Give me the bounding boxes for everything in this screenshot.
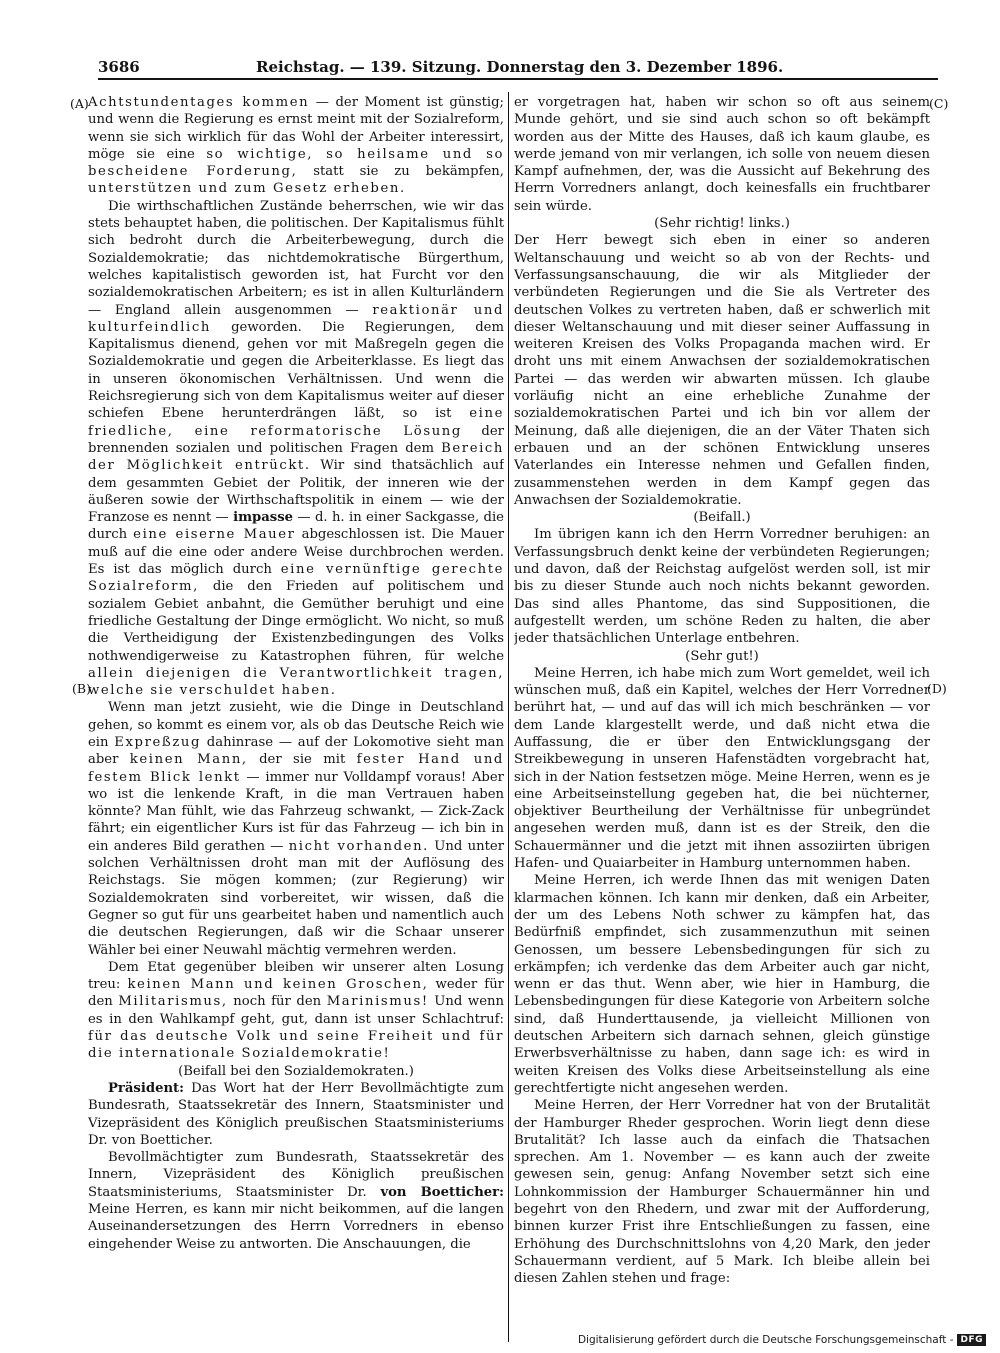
paragraph: Meine Herren, der Herr Vorredner hat von der Brutalität der Hamburger Rheder gesprochen. Worin liegt denn diese Brutalität? Ich lasse auch da einfach die Thatsachen sprechen. Am 1. November — es kann auch der zweite gewesen sein, genug: Anfang November setzt sich eine Lohnkommission der Hamburger Schauermänner hin und begehrt von den Rhedern, und zwar mit der Aufforderung, binnen kurzer Frist ihre Entschließungen zu fassen, eine Erhöhung des Durchschnittslohns von 4,20 Mark, den jeder Schauermann verdient, auf 5 Mark. Ich bleibe allein bei diesen Zahlen stehen und frage:	[514, 1098, 930, 1287]
page-number: 3686	[98, 58, 140, 76]
speaker-label: Präsident:	[108, 1080, 185, 1096]
remark: (Beifall.)	[693, 510, 751, 526]
footer	[578, 1332, 986, 1348]
right-column	[514, 94, 930, 1344]
speaker-label: von Boetticher:	[380, 1184, 504, 1200]
remark: (Beifall bei den Sozialdemokraten.)	[178, 1063, 414, 1079]
funding-note: Digitalisierung gefördert durch die Deutsche Forschungsgemeinschaft -	[577, 1334, 954, 1346]
running-title: Reichstag. — 139. Sitzung. Donnerstag den 3. Dezember 1896.	[256, 58, 784, 76]
paragraph: Die wirthschaftlichen Zustände beherrschen, wie wir das stets behauptet haben, die politischen. Der Kapitalismus fühlt sich bedroht durch die Arbeiterbewegung, durch die Sozialdemokratie; das nichtdemokratische Bürgerthum, welches kapitalistisch geworden ist, hat Furcht vor den sozialdemokratischen Arbeitern; es ist in allen Kulturländern — England allein ausgenommen — reaktionär und kulturfeindlich geworden. Die Regierungen, dem Kapitalismus dienend, gehen vor mit Maßregeln gegen die Sozialdemokratie und gegen die Arbeiterklasse. Es liegt das in unseren ökonomischen Verhältnissen. Und wenn die Reichsregierung sich von dem Kapitalismus weiter auf dieser schiefen Ebene herunterdrängen läßt, so ist eine friedliche, eine reformatorische Lösung der brennenden sozialen und politischen Fragen dem Bereich der Möglichkeit entrückt. Wir sind thatsächlich auf dem gesammten Gebiet der Politik, der inneren wie der äußeren sowie der Wirthschaftspolitik in einem — wie der Franzose es nennt — impasse — d. h. in einer Sackgasse, die durch eine eiserne Mauer abgeschlossen ist. Die Mauer muß auf die eine oder andere Weise durchbrochen werden. Es ist das möglich durch eine vernünftige gerechte Sozialreform, die den Frieden auf politischem und sozialem Gebiet anbahnt, die Gemüther beruhigt und eine friedliche Gestaltung der Dinge ermöglicht. Wo nicht, so muß die Vertheidigung der Existenzbedingungen des Volks nothwendigerweise zu Katastrophen führen, für welche allein diejenigen die Verantwortlichkeit tragen, welche sie verschuldet haben.	[88, 198, 504, 699]
paragraph: Achtstundentages kommen — der Moment ist günstig; und wenn die Regierung es ernst meint mit der Sozialreform, wenn sie sich wirklich für das Wohl der Arbeiter interessirt, möge sie eine so wichtige, so heilsame und so bescheidene Forderung, statt sie zu bekämpfen, unterstützen und zum Gesetz erheben.	[88, 95, 504, 197]
remark: (Sehr richtig! links.)	[654, 216, 790, 232]
paragraph: er vorgetragen hat, haben wir schon so oft aus seinem Munde gehört, und sie sind auch schon so oft bekämpft worden aus der Mitte des Hauses, daß ich kaum glaube, es werde jemand von mir verlangen, ich solle von neuem diesen Kampf aufnehmen, der, was die Aussicht auf Bekehrung des Herrn Vorredners anlangt, doch keinesfalls ein fruchtbarer sein würde.	[514, 95, 930, 214]
paragraph: Dem Etat gegenüber bleiben wir unserer alten Losung treu: keinen Mann und keinen Groschen, weder für den Militarismus, noch für den Marinismus! Und wenn es in den Wahlkampf geht, gut, dann ist unser Schlachtruf: für das deutsche Volk und seine Freiheit und für die internationale Sozialdemokratie!	[88, 959, 504, 1062]
paragraph: Meine Herren, ich werde Ihnen das mit wenigen Daten klarmachen können. Ich kann mir denken, daß ein Arbeiter, der um des Lebens Noth schwer zu kämpfen hat, das Bedürfniß empfindet, sich zusammenzuthun mit seinen Genossen, um bessere Lebensbedingungen für sich zu erkämpfen; ich verdenke das dem Arbeiter auch gar nicht, wenn er das thut. Wenn aber, wie hier in Hamburg, die Lebensbedingungen für diese Kategorie von Arbeitern solche sind, daß Hunderttausende, ja vielleicht Millionen von deutschen Arbeitern sich darnach sehnen, gleich günstige Erwerbsverhältnisse zu haben, dann sage ich: es wird in weiten Kreisen des Volks diese Arbeitseinstellung als eine gerechtfertigte nicht angesehen werden.	[514, 873, 930, 1096]
margin-marker-c: (C)	[929, 96, 949, 111]
paragraph: Meine Herren, ich habe mich zum Wort gemeldet, weil ich wünschen muß, daß ein Kapitel, welches der Herr Vorredner berührt hat, — und auf das will ich mich beschränken — vor dem Lande klargestellt werde, und daß nicht etwa die Auffassung, die er über den Entwicklungsgang der Streikbewegung in unseren Hafenstädten vorgebracht hat, sich in der Nation festsetzen möge. Meine Herren, wenn es je eine Arbeitseinstellung gegeben hat, die bei nüchterner, objektiver Beurtheilung der Verhältnisse für unbegründet angesehen werden muß, dann ist es der Streik, den die Schauermänner und die jetzt mit ihnen assoziirten übrigen Hafen- und Quaiarbeiter in Hamburg unternommen haben.	[514, 665, 930, 872]
page-header	[98, 56, 938, 80]
column-rule	[508, 92, 509, 1342]
margin-marker-a: (A)	[70, 96, 89, 111]
left-column	[88, 94, 504, 1344]
margin-marker-b: (B)	[72, 681, 91, 696]
header-rule	[98, 78, 938, 80]
dfg-logo: DFG	[957, 1334, 986, 1346]
remark: (Sehr gut!)	[685, 648, 759, 664]
paragraph: Der Herr bewegt sich eben in einer so anderen Weltanschauung und weicht so ab von der Rechts- und Verfassungsanschauung, die wir als Mitglieder der verbündeten Regierungen und die Sie als Vertreter des deutschen Volkes zu vertreten haben, daß er schwerlich mit dieser Weltanschauung und mit dieser seiner Auffassung in weiteren Kreisen des Volks Propaganda machen wird. Er droht uns mit einem Anwachsen der sozialdemokratischen Partei — das werden wir abwarten müssen. Ich glaube vorläufig nicht an eine erhebliche Zunahme der sozialdemokratischen Partei und ich bin vor allem der Meinung, daß alle diejenigen, die an der Väter Thaten sich erbauen und an der schönen Entwicklung unseres Vaterlandes ein Interesse nehmen und Gefallen finden, zusammenstehen werden in dem Kampf gegen das Anwachsen der Sozialdemokratie.	[514, 233, 930, 508]
margin-marker-d: (D)	[927, 681, 947, 696]
paragraph: Im übrigen kann ich den Herrn Vorredner beruhigen: an Verfassungsbruch denkt keine der verbündeten Regierungen; und davon, daß der Reichstag aufgelöst werden soll, ist mir bis zu dieser Stunde auch noch nichts bekannt geworden. Das sind alles Phantome, das sind Suppositionen, die aufgestellt werden, um schöne Reden zu halten, die aber jeder thatsächlichen Unterlage entbehren.	[514, 527, 930, 647]
paragraph: Wenn man jetzt zusieht, wie die Dinge in Deutschland gehen, so kommt es einem vor, als ob das Deutsche Reich wie ein Expreßzug dahinrase — auf der Lokomotive sieht man aber keinen Mann, der sie mit fester Hand und festem Blick lenkt — immer nur Volldampf voraus! Aber wo ist die lenkende Kraft, in die man Vertrauen haben könnte? Man fühlt, wie das Fahrzeug schwankt, — Zick-Zack fährt; ein eigentlicher Kurs ist für das Fahrzeug — ich bin in ein anderes Bild gerathen — nicht vorhanden. Und unter solchen Verhältnissen droht man mit der Auflösung des Reichstags. Sie mögen kommen; (zur Regierung) wir Sozialdemokraten sind vorbereitet, wir wissen, daß die Gegner so gut für uns gearbeitet haben und namentlich auch die deutschen Regierungen, daß wir die Schaar unserer Wähler bei einer Neuwahl mächtig vermehren werden.	[88, 700, 504, 958]
paragraph: Präsident: Das Wort hat der Herr Bevollmächtigte zum Bundesrath, Staatssekretär des Innern, Staatsminister und Vizepräsident des Königlich preußischen Staatsministeriums Dr. von Boetticher.	[88, 1080, 504, 1148]
paragraph: Bevollmächtigter zum Bundesrath, Staatssekretär des Innern, Vizepräsident des Königlich preußischen Staatsministeriums, Staatsminister Dr. von Boetticher: Meine Herren, es kann mir nicht beikommen, auf die langen Auseinandersetzungen des Herrn Vorredners in ebenso eingehender Weise zu antworten. Die Anschauungen, die	[88, 1150, 504, 1252]
